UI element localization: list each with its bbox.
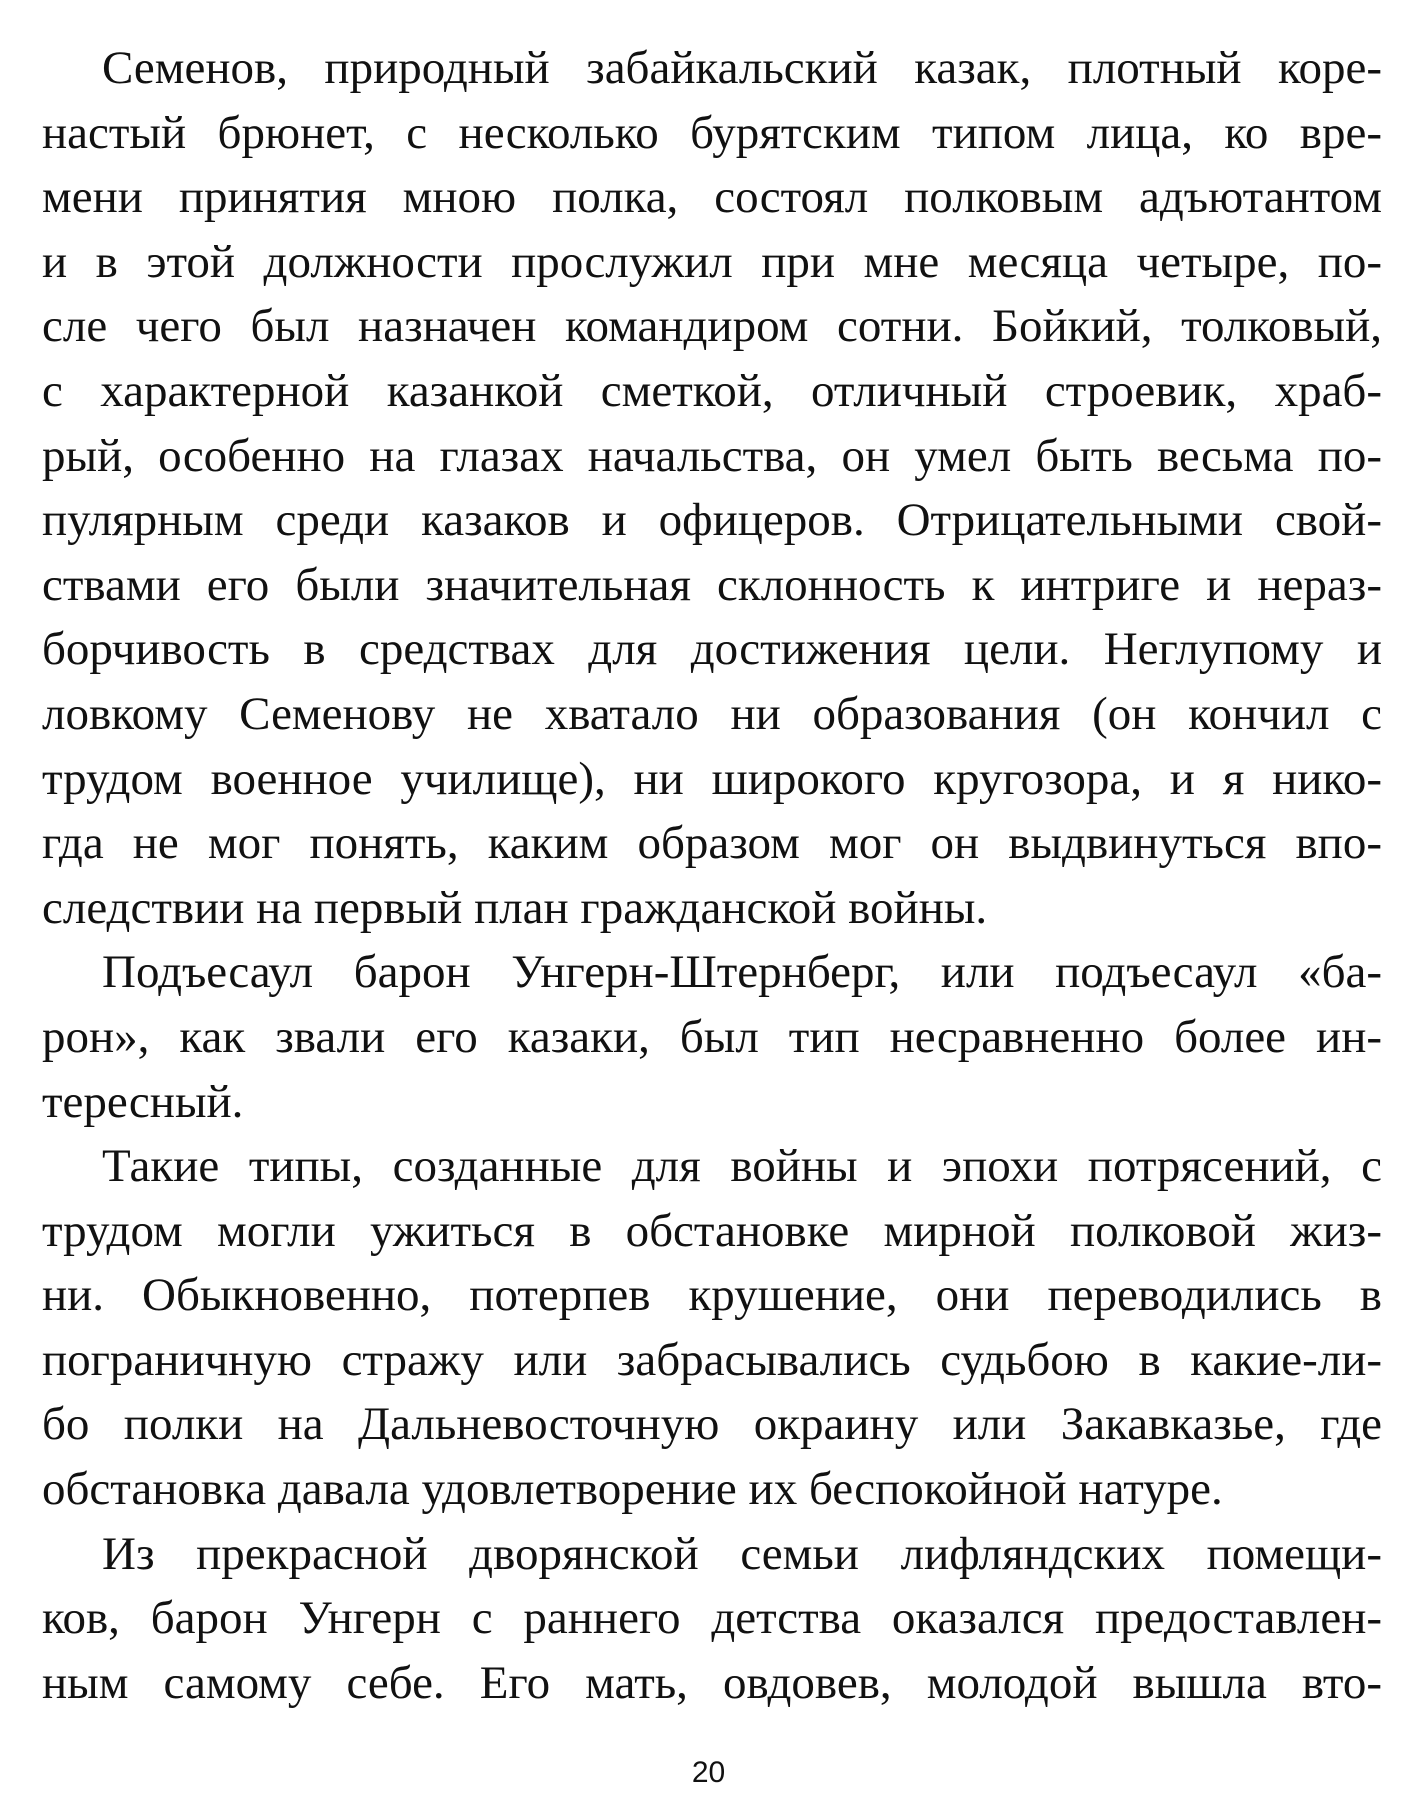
text-line: гда не мог понять, каким образом мог он выдвинуться впо- <box>42 817 1382 870</box>
text-line: пулярным среди казаков и офицеров. Отрицательными свой- <box>42 494 1382 547</box>
text-line: рон», как звали его казаки, был тип несравненно более ин- <box>42 1010 1382 1063</box>
text-line: ков, барон Унгерн с раннего детства оказался предоставлен- <box>42 1592 1382 1645</box>
text-line: пограничную стражу или забрасывались судьбою в какие-ли- <box>42 1333 1382 1386</box>
text-line: Из прекрасной дворянской семьи лифляндских помещи- <box>102 1527 1382 1580</box>
text-line: и в этой должности прослужил при мне месяца четыре, по- <box>42 235 1382 288</box>
text-line: настый брюнет, с несколько бурятским типом лица, ко вре- <box>42 106 1382 159</box>
text-line: Такие типы, созданные для войны и эпохи потрясений, с <box>102 1140 1382 1193</box>
paragraph-1 <box>42 36 1382 940</box>
text-line: ловкому Семенову не хватало ни образования (он кончил с <box>42 687 1382 740</box>
text-line: сле чего был назначен командиром сотни. Бойкий, толковый, <box>42 300 1382 353</box>
text-line: бо полки на Дальневосточную окраину или Закавказье, где <box>42 1398 1382 1451</box>
text-line: с характерной казанкой сметкой, отличный строевик, храб- <box>42 364 1382 417</box>
text-line: ствами его были значительная склонность к интриге и нераз- <box>42 558 1382 611</box>
paragraph-2 <box>42 940 1382 1134</box>
paragraph-3 <box>42 1134 1382 1522</box>
text-line: обстановка давала удовлетворение их беспокойной натуре. <box>42 1463 1223 1516</box>
text-line: ным самому себе. Его мать, овдовев, молодой вышла вто- <box>42 1656 1382 1709</box>
text-line: мени принятия мною полка, состоял полковым адъютантом <box>42 171 1382 224</box>
text-line: тересный. <box>42 1075 244 1128</box>
text-line: трудом военное училище), ни широкого кругозора, и я нико- <box>42 752 1382 805</box>
text-line: трудом могли ужиться в обстановке мирной полковой жиз- <box>42 1204 1382 1257</box>
text-line: следствии на первый план гражданской войны. <box>42 881 988 934</box>
text-line: ни. Обыкновенно, потерпев крушение, они переводились в <box>42 1269 1382 1322</box>
page-number: 20 <box>691 1756 726 1789</box>
document-page <box>42 36 1382 1715</box>
text-line: Подъесаул барон Унгерн-Штернберг, или подъесаул «ба- <box>102 946 1382 999</box>
text-line: борчивость в средствах для достижения цели. Неглупому и <box>42 623 1382 676</box>
text-line: рый, особенно на глазах начальства, он умел быть весьма по- <box>42 429 1382 482</box>
text-line: Семенов, природный забайкальский казак, плотный коре- <box>102 42 1382 94</box>
paragraph-4 <box>42 1522 1382 1716</box>
